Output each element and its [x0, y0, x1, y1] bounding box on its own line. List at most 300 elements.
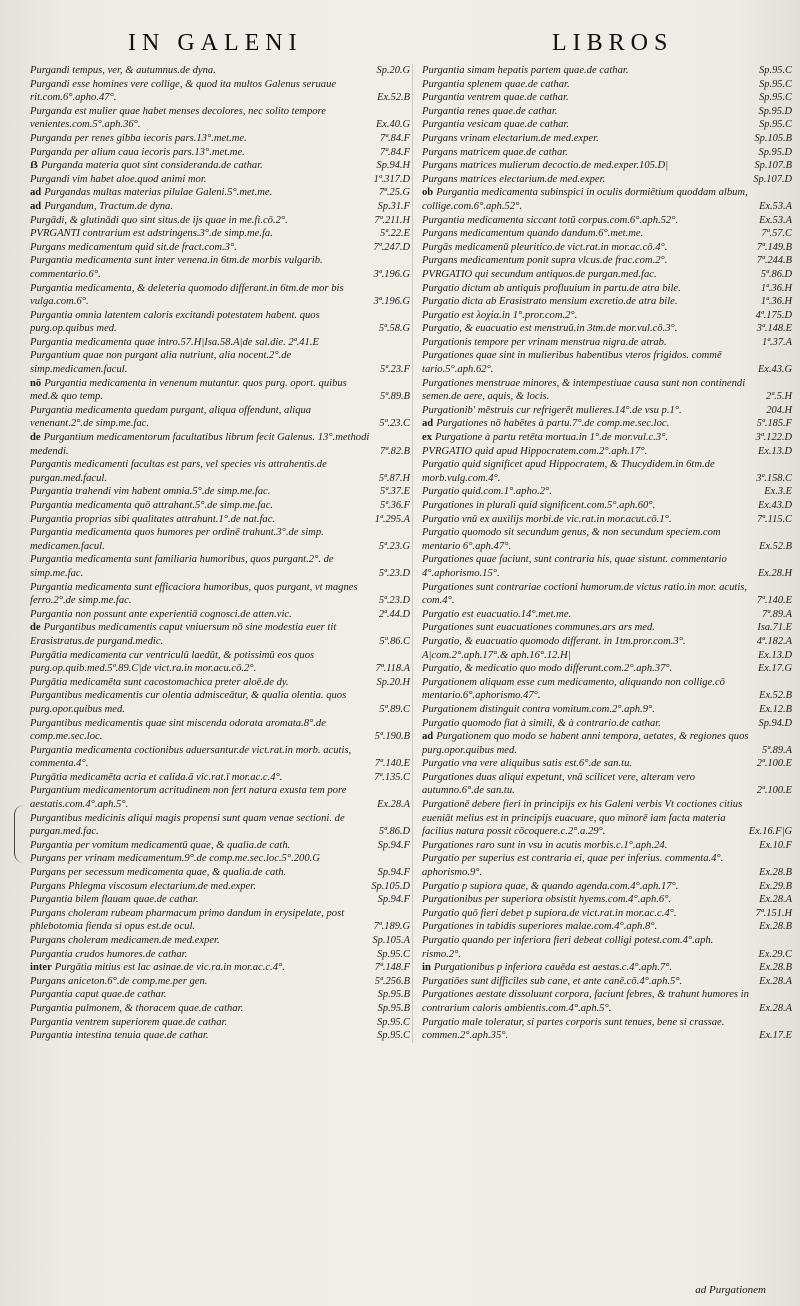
index-entry [422, 907, 794, 921]
index-entry-reference: 1ª.36.H [760, 282, 792, 294]
index-entry-text [422, 417, 751, 431]
index-entry-text [30, 744, 369, 771]
index-entry-text [30, 349, 374, 376]
index-entry-body: Purgatio quid.com.1°.apho.2°. [422, 486, 552, 498]
index-entry-text [30, 64, 371, 78]
index-entry-reference: Ex.12.B [759, 703, 792, 715]
index-entry-text [422, 159, 748, 173]
index-entry [30, 621, 412, 648]
index-entry-text [422, 934, 753, 961]
index-entry-reference: 2ª.100.E [756, 758, 792, 770]
index-entry-text [422, 227, 755, 241]
index-entry-text [30, 1002, 372, 1016]
index-entry [30, 717, 412, 744]
index-entry-reference: 5ª.89.B [380, 391, 410, 403]
index-entry-body: Purgans vrinam electarium.de med.exper. [422, 132, 599, 144]
index-entry-body: Purgantia omnia latentem caloris excitandi potestatem habent. quos purg.op.quibus med. [30, 309, 320, 335]
index-entry [422, 513, 794, 527]
index-entry-reference: 4ª.175.D [755, 309, 792, 321]
index-entry-reference: Sp.94.H [376, 160, 410, 172]
index-entry [30, 146, 412, 160]
index-entry-text [30, 893, 372, 907]
index-entry-body: Purgantis medicamenti facultas est pars, vel species vis attrahentis.de purgan.med.facul. [30, 459, 327, 484]
index-entry [422, 132, 794, 146]
index-entry [30, 336, 412, 350]
index-entry [422, 717, 794, 731]
index-entry-text [422, 676, 753, 703]
index-entry-reference: Isa.71.E [757, 622, 792, 634]
index-entry-text [422, 703, 753, 717]
index-entry-reference: Ex.28.A [759, 1002, 792, 1014]
index-entry-text [422, 581, 751, 608]
index-entry [30, 186, 412, 200]
index-entry-body: Purgatio male toleratur, si partes corporis sunt tenues, bene si crassae. commen.2°.aph.35°. [422, 1016, 725, 1042]
index-entry [422, 417, 794, 431]
index-entry-body: Purgatio quō fieri debet p supiora.de vict.rat.in mor.ac.c.4°. [422, 907, 677, 919]
index-entry-text [30, 309, 373, 336]
index-entry-reference: 7ª.135.C [374, 771, 410, 783]
index-entry-body: Purganda materia quot sint consideranda.de cathar. [41, 160, 263, 172]
index-entry-body: Purgans matrices mulierum decoctio.de med.exper.105.D| [422, 160, 669, 172]
index-entry-reference: 3ª.158.C [756, 472, 792, 484]
index-entry-body: PVRGANTI contrarium est adstringens.3°.de simp.me.fa. [30, 228, 273, 240]
index-entry [30, 934, 412, 948]
index-entry-text [30, 676, 371, 690]
index-entry-text [422, 173, 747, 187]
index-entry-body: Purgationis tempore per vrinam menstrua nigra.de atrab. [422, 336, 667, 348]
index-entry-text [30, 771, 368, 785]
index-entry-body: Purgantia medicamenta quae intro.57.H|Isa.58.A|de sal.die. 2ª.41.E [30, 336, 319, 348]
index-entry-text [30, 880, 365, 894]
index-entry-prefix: in [422, 962, 431, 974]
index-entry-reference: Sp.105.D [371, 880, 410, 892]
index-entry-reference: 2ª.44.D [378, 608, 410, 620]
index-entry-prefix: ad [30, 187, 42, 199]
index-entry-body: Purgatio p supiora quae, & quando agenda.com.4°.aph.17°. [422, 880, 679, 892]
index-entry [422, 621, 794, 635]
index-entry [30, 961, 412, 975]
index-entry [30, 866, 412, 880]
index-entry-body: Purgantia medicamenta, & deleteria quomodo differant.in 6tm.de mor bis vulga.com.6°. [30, 282, 344, 308]
index-entry [422, 445, 794, 459]
index-entry [30, 689, 412, 716]
index-entry-body: Purgans choleram rubeam pharmacum primo dandum in erysipelate, post phlebotomia fienda si opus est.de ocul. [30, 907, 345, 933]
index-entry-text [30, 608, 373, 622]
index-entry-body: Purgans choleram medicamen.de med.exper. [30, 935, 220, 946]
index-entry [422, 173, 794, 187]
index-entry [30, 771, 412, 785]
index-entry-reference: Sp.20.H [376, 676, 410, 688]
index-entry [30, 513, 412, 527]
index-entry-body: Purgandi esse homines vere collige, & quod ita multos Galenus seruaue rit.com.6°.apho.47°. [30, 78, 337, 104]
index-entry-reference: Ex.53.A [759, 200, 792, 212]
index-entry-reference: 5ª.87.H [378, 472, 410, 484]
index-entry-reference: Sp.94.F [377, 867, 410, 879]
index-entry-reference: Sp.107.B [754, 160, 792, 172]
index-entry-body: Purgantia per vomitum medicamentū quae, & qualia.de cath. [30, 839, 291, 851]
index-entry-body: Purgans medicamentum quando dandum.6°.met.me. [422, 228, 644, 240]
index-entry [422, 64, 794, 78]
index-entry-text [422, 309, 750, 323]
index-entry [30, 988, 412, 1002]
index-entry-text [422, 91, 753, 105]
index-entry-reference: Ex.29.B [759, 880, 792, 892]
index-entry-text [30, 934, 366, 948]
index-entry-body: Purgantibus medicamentis caput vniuersum nō sine modestia euer tit Erasistratus.de purgand.medic. [30, 622, 337, 647]
index-entry-reference: 5ª.23.D [378, 567, 410, 579]
index-entry-prefix: de [30, 432, 41, 444]
index-entry-body: Purgationes raro sunt in vsu in acutis morbis.c.1°.aph.24. [422, 839, 668, 851]
index-entry-body: Purgationes sunt euacuationes communes.ars ars med. [422, 622, 655, 634]
index-column-left [30, 64, 413, 1043]
index-entry-reference: 7ª.148.F [374, 962, 410, 974]
index-entry-body: Purgatio dictum ab antiquis profluuium in partu.de atra bile. [422, 282, 681, 294]
index-entry-body: Purgantia simam hepatis partem quae.de cathar. [422, 65, 629, 76]
index-entry-prefix: ex [422, 432, 432, 444]
index-entry-reference: Sp.94.D [758, 717, 792, 729]
index-entry-body: A|com.2°.aph.17°.& aph.16°.12.H| [422, 649, 571, 661]
index-entry-reference: Ex.3.E [764, 486, 792, 498]
index-entry-reference: 5ª.23.C [379, 418, 410, 430]
index-entry [30, 105, 412, 132]
index-entry-text [422, 553, 752, 580]
index-entry [422, 961, 794, 975]
index-entry-reference: 3ª.122.D [755, 432, 792, 444]
index-entry-text [30, 485, 374, 499]
index-entry-reference: Ex.43.G [757, 364, 792, 376]
index-entry [422, 676, 794, 703]
index-entry-reference: 5ª.86.D [760, 268, 792, 280]
index-entry-reference: Ex.29.C [758, 948, 792, 960]
index-entry-body: Purgantia medicamenta sunt familiaria humoribus, quos purgant.2°. de simp.me.fac. [30, 554, 334, 579]
index-entry-reference: Sp.107.D [753, 173, 792, 185]
index-entry [30, 608, 412, 622]
index-entry-body: Purgantium quae non purgant alia nutriunt, alia nocent.2°.de simp.medicamen.facul. [30, 350, 292, 376]
index-entry [30, 78, 412, 105]
index-entry-reference: 5ª.22.E [380, 228, 410, 240]
index-entry-prefix: ad [422, 418, 434, 430]
index-entry-prefix: ẞ [30, 160, 39, 172]
index-entry [422, 91, 794, 105]
index-entry-reference: 5ª.58.G [378, 323, 410, 335]
index-entry-body: Purgandum, Tractum.de dyna. [44, 200, 173, 212]
index-entry-reference: 5ª.86.C [379, 635, 410, 647]
index-entry [422, 934, 794, 961]
index-entry-text [422, 880, 753, 894]
index-entry [30, 282, 412, 309]
index-entry [422, 159, 794, 173]
index-entry-reference: 5ª.37.E [380, 486, 410, 498]
index-entry-text [30, 948, 371, 962]
index-entry [422, 757, 794, 771]
index-entry-body: Purgantium medicamentorum facultatibus librum fecit Galenus. 13°.methodi medendi. [30, 432, 370, 457]
index-entry-text [422, 771, 751, 798]
index-entry-body: Purgationes duas aliqui expetunt, vnā scilicet vere, alteram vero autumno.6°.de san.tu. [422, 771, 696, 797]
index-entry-body: Purgātia medicamēta sunt cacostomachica preter aloē.de dy. [30, 676, 289, 688]
index-entry [422, 771, 794, 798]
index-entry-text [422, 118, 753, 132]
index-entry-body: Purgans aniceton.6°.de comp.me.per gen. [30, 975, 208, 987]
index-entry [422, 214, 794, 228]
index-entry-body: Purgantia vesicam quae.de cathar. [422, 119, 570, 131]
index-entry-text [422, 105, 753, 119]
index-entry-text [422, 78, 753, 92]
index-entry-body: Purgationibus per superiora obsistit hyems.com.4°.aph.6°. [422, 894, 672, 906]
index-entry-text [30, 146, 374, 160]
index-entry [422, 309, 794, 323]
index-entry-body: Purgatio quomodo fiat à simili, & à contrario.de cathar. [422, 717, 661, 729]
index-entry-reference: Ex.53.A [759, 214, 792, 226]
index-entry-body: Purgationes quae faciunt, sunt contraria his, quae sistunt. commentario 4°.aphorismo.15°. [422, 554, 727, 579]
index-entry-body: Purgatio est λοχία.in 1°.pror.com.2°. [422, 309, 578, 321]
index-entry-text [30, 78, 371, 105]
index-entry [30, 526, 412, 553]
index-entry [30, 744, 412, 771]
index-entry-text [422, 254, 751, 268]
index-entry [30, 404, 412, 431]
index-entry [30, 499, 412, 513]
index-entry-reference: 7ª.25.G [378, 187, 410, 199]
index-entry-body: Purgatio, & medicatio quo modo differunt.com.2°.aph.37°. [422, 663, 673, 675]
running-header [0, 22, 800, 60]
index-entry-reference: 5ª.256.B [374, 975, 410, 987]
index-entry-text [422, 798, 743, 839]
index-entry [422, 336, 794, 350]
index-entry-text [422, 336, 756, 350]
index-entry-reference: 5ª.86.D [378, 826, 410, 838]
index-entry-text [422, 64, 753, 78]
index-entry [422, 499, 794, 513]
index-entry [422, 431, 794, 445]
index-entry-text [30, 961, 369, 975]
index-entry-text [422, 295, 755, 309]
index-entry [422, 349, 794, 376]
index-entry-body: Purgatio, & euacuatio est menstruū.in 3tm.de mor.vul.cō.3°. [422, 323, 678, 335]
index-entry-body: Purgantium medicamentorum acritudinem non fert natura exusta tem pore aestatis.com.4°.aph.5°. [30, 785, 347, 811]
index-entry [422, 798, 794, 839]
index-entry [422, 581, 794, 608]
index-entry-reference: Ex.28.A [759, 894, 792, 906]
index-entry-reference: Ex.28.H [757, 567, 792, 579]
index-entry-reference: 7ª.89.A [762, 608, 792, 620]
index-entry-reference: 204.H [766, 404, 792, 416]
index-entry-reference: Ex.13.D [757, 649, 792, 661]
index-entry-body: Purgandi tempus, ver, & autumnus.de dyna. [30, 65, 216, 76]
index-entry-reference: Sp.31.F [377, 200, 410, 212]
index-entry-text [422, 717, 753, 731]
index-entry-reference: 7ª.140.E [756, 595, 792, 607]
header-left-title: IN GALENI [128, 30, 303, 56]
index-entry-body: Purgandas multas materias pilulae Galeni.5°.met.me. [44, 187, 273, 199]
index-entry [30, 812, 412, 839]
index-entry-reference: Sp.95.B [377, 989, 410, 1001]
index-entry-text [422, 961, 753, 975]
index-entry-reference: 5ª.89.C [379, 703, 410, 715]
index-entry [422, 254, 794, 268]
index-entry [30, 852, 412, 866]
index-entry-text [422, 186, 753, 213]
index-entry-body: Purgantia pulmonem, & thoracem quae.de cathar. [30, 1002, 244, 1014]
index-entry-reference: Sp.95.C [377, 1030, 410, 1042]
index-entry-reference: Sp.95.B [377, 1002, 410, 1014]
index-entry-text [422, 662, 752, 676]
index-entry [422, 404, 794, 418]
index-entry [30, 1002, 412, 1016]
index-entry-body: Purgantia medicamenta quō attrahant.5°.de simp.me.fac. [30, 500, 274, 511]
index-entry [422, 608, 794, 622]
index-entry-text [422, 1016, 753, 1043]
index-entry [422, 635, 794, 649]
index-entry-reference: Sp.20.G [376, 65, 410, 76]
index-entry [422, 975, 794, 989]
margin-bracket-mark [14, 805, 25, 863]
index-entry-text [30, 812, 373, 839]
index-entry [422, 227, 794, 241]
index-entry [422, 526, 794, 553]
index-entry [422, 662, 794, 676]
index-entry-text [30, 377, 374, 404]
index-entry-text [422, 132, 748, 146]
index-entry-body: Purgantibus medicinis aliqui magis propensi sunt quam venae sectioni. de purgan.med.fac. [30, 812, 345, 838]
index-entry [422, 268, 794, 282]
index-entry-text [422, 485, 758, 499]
index-entry [30, 132, 412, 146]
index-entry [30, 431, 412, 458]
index-entry-text [30, 227, 374, 241]
index-entry-body: Purgantibus medicamentis quae sint miscenda odorata aromata.8°.de comp.me.sec.loc. [30, 717, 326, 743]
index-entry-body: Purgatio quomodo sit secundum genus, & non secundum speciem.com mentario 6°.aph.47°. [422, 527, 721, 552]
index-entry-text [30, 186, 373, 200]
index-entry-reference: 5ª.36.F [380, 500, 410, 511]
index-entry-text [30, 717, 369, 744]
index-entry-body: Purganda per alium caua iecoris pars.13°.met.me. [30, 146, 245, 158]
index-entry-body: PVRGATIO quid apud Hippocratem.com.2°.aph.17°. [422, 445, 648, 457]
index-entry-text [30, 689, 373, 716]
index-entry-body: Purgantia caput quae.de cathar. [30, 989, 167, 1001]
index-entry-reference: 7ª.247.D [373, 241, 410, 253]
index-entry-reference: 3ª.196.G [373, 268, 410, 280]
index-entry [30, 893, 412, 907]
index-entry-reference: 5ª.89.A [762, 744, 792, 756]
index-entry-reference: 7ª.84.F [380, 146, 410, 158]
index-entry-body: Purgationes quae sint in mulieribus habentibus vteros frigidos. commē tario.5°.aph.62°. [422, 350, 722, 376]
index-entry-body: Purgatio dicta ab Erasistrato mensium excretio.de atra bile. [422, 296, 678, 308]
index-entry-reference: 5ª.23.D [378, 595, 410, 607]
index-entry [422, 485, 794, 499]
index-entry [30, 975, 412, 989]
index-entry-text [30, 132, 374, 146]
index-entry-text [422, 282, 755, 296]
index-entry-reference: Sp.105.A [372, 935, 410, 946]
index-entry-reference: 1ª.36.H [760, 296, 792, 308]
index-entry-text [422, 839, 753, 853]
index-entry-reference: 5ª.23.F [380, 364, 410, 376]
index-entry [422, 893, 794, 907]
index-entry-body: Purgationes sunt contrariae coctioni humorum.de victus ratio.in mor. acutis, com.4°. [422, 581, 748, 607]
index-entry-body: Purgantia splenem quae.de cathar. [422, 78, 570, 90]
index-entry [422, 458, 794, 485]
index-entry-prefix: ad [30, 200, 42, 212]
index-entry-reference: 7ª.149.B [756, 241, 792, 253]
index-entry-body: Purgantia medicamenta quos humores per ordinē trahunt.3°.de simp. medicamen.facul. [30, 527, 324, 552]
index-entry-body: Purgantia bilem flauam quae.de cathar. [30, 894, 199, 906]
index-entry [30, 227, 412, 241]
index-entry-body: Purgādi, & glutinādi quo sint situs.de ijs quae in me.fi.cō.2°. [30, 214, 288, 226]
index-entry [422, 118, 794, 132]
index-entry-reference: Sp.94.F [377, 894, 410, 906]
index-entry-text [30, 988, 372, 1002]
index-entry-text [422, 757, 751, 771]
index-entry [30, 254, 412, 281]
index-entry-reference: Ex.28.A [377, 799, 410, 811]
index-entry [422, 322, 794, 336]
index-entry-text [30, 336, 410, 350]
index-entry-text [30, 553, 373, 580]
index-entry-reference: 3ª.196.G [373, 296, 410, 308]
index-entry-text [422, 377, 760, 404]
index-entry-body: Purgans medicamentum ponit supra vlcus.de frac.com.2°. [422, 255, 668, 267]
index-entry [422, 649, 794, 663]
index-entry-reference: Ex.28.B [759, 921, 792, 933]
index-entry [422, 241, 794, 255]
index-entry-reference: Ex.10.F [759, 839, 792, 851]
index-entry [30, 458, 412, 485]
index-entry-reference: Ex.28.B [759, 962, 792, 974]
index-entry-text [30, 784, 371, 811]
index-entry-body: Purgantia intestina tenuia quae.de cathar. [30, 1030, 209, 1042]
index-entry-body: Purgans matricem quae.de cathar. [422, 146, 568, 158]
index-entry-body: Purgatio per superius est contraria ei, quae per inferius. commenta.4°. aphorismo.9°. [422, 853, 724, 879]
index-entry-text [422, 649, 752, 663]
index-entry-text [30, 526, 373, 553]
index-entry-prefix: ob [422, 187, 434, 199]
index-entry-text [30, 513, 369, 527]
index-entry-text [422, 635, 751, 649]
index-entry-body: Purgatio vna vere aliquibus satis est.6°.de san.tu. [422, 758, 633, 770]
index-entry-body: Purgantia medicamenta subinspici in oculis dormiētium quoddam album, collige.com.6°.aph.52°. [422, 187, 748, 212]
index-entry-text [422, 349, 752, 376]
index-entry [422, 186, 794, 213]
index-entry-text [30, 105, 370, 132]
index-entry-reference: Ex.28.A [759, 975, 792, 987]
index-entry-text [422, 146, 753, 160]
index-entry-reference: 5ª.190.B [374, 731, 410, 743]
index-entry-body: Purgans medicamentum quid sit.de fract.com.3°. [30, 241, 237, 253]
index-entry-text [422, 458, 750, 485]
index-entry-body: Purgantia medicamenta sunt inter venena.in 6tm.de morbis vulgarib. commentario.6°. [30, 255, 323, 280]
index-entry [422, 1016, 794, 1043]
index-entry-reference: 7ª.84.F [380, 132, 410, 144]
index-entry [30, 309, 412, 336]
index-entry-reference: Ex.17.E [759, 1030, 792, 1042]
index-entry-reference: 7ª.115.C [756, 513, 792, 525]
index-entry-text [30, 866, 372, 880]
index-entry [422, 282, 794, 296]
index-entry [30, 784, 412, 811]
index-entry-text [422, 513, 751, 527]
index-entry-reference: 5ª.185.F [756, 418, 792, 430]
index-entry [30, 485, 412, 499]
index-entry-reference: 1ª.317.D [373, 173, 410, 185]
index-entry-body: Purganda est mulier quae habet menses decolores, nec solito tempore venientes.com.5°.aph.36°. [30, 105, 326, 131]
index-entry-body: Purgationem aliquam esse cum medicamento, aliquando non collige.cō mentario.6°.aphorismo.47°. [422, 676, 725, 702]
index-entry-text [422, 499, 752, 513]
index-entry-text [30, 200, 372, 214]
index-entry [30, 64, 412, 78]
index-entry-text [422, 268, 755, 282]
index-entry-body: Purgatio est euacuatio.14°.met.me. [422, 608, 572, 620]
index-entry-text [30, 852, 410, 866]
